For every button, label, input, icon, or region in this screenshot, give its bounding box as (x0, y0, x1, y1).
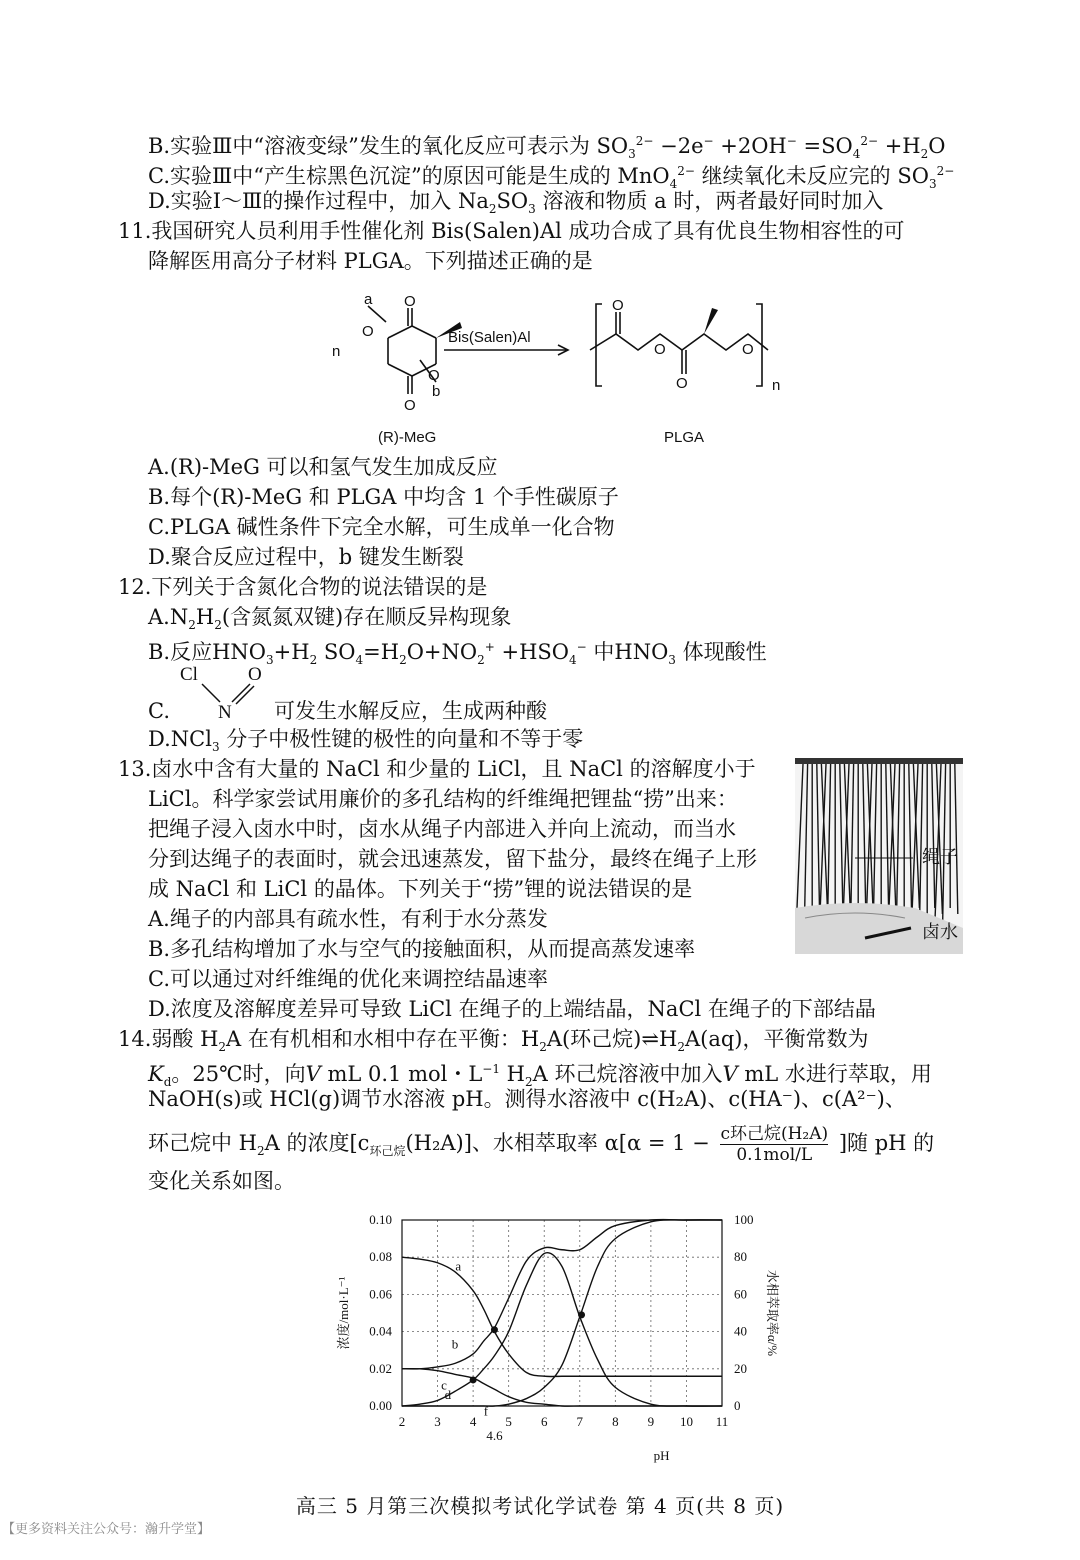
atom-o: O (404, 397, 416, 414)
y2-tick-label: 0 (734, 1398, 741, 1413)
q13-stem-4: 分到达绳子的表面时，就会迅速蒸发，留下盐分，最终在绳子上形 (148, 847, 757, 871)
atom-o: O (428, 367, 440, 384)
y-tick-label: 0.04 (369, 1323, 392, 1339)
q13-stem-1: 13.卤水中含有大量的 NaCl 和少量的 LiCl，且 NaCl 的溶解度小于 (118, 757, 756, 781)
x-tick-label: 7 (576, 1414, 584, 1429)
series-a (402, 1257, 722, 1376)
q13-stem-5: 成 NaCl 和 LiCl 的晶体。下列关于“捞”锂的说法错误的是 (148, 877, 693, 901)
plot-frame (402, 1220, 722, 1406)
x-tick-label-extra: 4.6 (486, 1428, 503, 1443)
q13-stem-3: 把绳子浸入卤水中时，卤水从绳子内部进入并向上流动，而当水 (148, 817, 736, 841)
atom-o: O (676, 375, 688, 392)
intersection-point (491, 1326, 498, 1333)
q13-option-b: B.多孔结构增加了水与空气的接触面积，从而提高蒸发速率 (148, 937, 696, 961)
y-tick-label: 0.00 (369, 1398, 392, 1413)
q10-option-d: D.实验Ⅰ～Ⅲ的操作过程中，加入 $Na_2SO_3$ 溶液和物质 a 时，两者最好同时加入 (148, 189, 884, 217)
atom-o: O (654, 341, 666, 358)
q14-stem-2: $K_d$。25℃时，向V mL 0.1 mol・$L^{-1}$ $H_2A$ 环己烷溶液中加入V mL 水进行萃取，用 (148, 1062, 932, 1090)
label-b: b (432, 383, 441, 400)
x-tick-label: 2 (398, 1414, 406, 1429)
intersection-point (470, 1376, 477, 1383)
y2-tick-label: 40 (734, 1323, 747, 1339)
svg-text:Cl: Cl (180, 664, 198, 685)
q11-option-c: C.PLGA 碱性条件下完全水解，可生成单一化合物 (148, 515, 615, 539)
label-n-right: n (772, 377, 780, 394)
atom-o: O (612, 297, 624, 314)
y-tick-label: 0.08 (369, 1249, 392, 1265)
x-tick-label: 9 (647, 1414, 655, 1429)
curve-label-d: d (444, 1386, 452, 1402)
q11-stem-2: 降解医用高分子材料 PLGA。下列描述正确的是 (148, 249, 593, 273)
q10-option-b: B.实验Ⅲ中“溶液变绿”发生的氧化反应可表示为 $SO_3^{2-} -2e^- +2OH^- =SO_4^{2-} +H_2O$ (148, 134, 946, 162)
x-tick-label: 5 (505, 1414, 512, 1429)
label-a: a (364, 291, 373, 308)
y-tick-label: 0.06 (369, 1286, 392, 1302)
watermark: 【更多资料关注公众号：瀚升学堂】 (2, 1522, 211, 1537)
x-tick-label: 8 (612, 1414, 619, 1429)
q11-option-d: D.聚合反应过程中，b 键发生断裂 (148, 545, 464, 569)
q13-option-d: D.浓度及溶解度差异可导致 LiCl 在绳子的上端结晶，NaCl 在绳子的下部结晶 (148, 997, 876, 1021)
x-tick-label: 10 (679, 1414, 693, 1429)
equilibrium-arrow-icon: ⇌ (641, 1027, 659, 1051)
wedge-bond-icon (704, 308, 718, 334)
curve-label-f: f (483, 1403, 489, 1419)
y2-tick-label: 100 (734, 1212, 754, 1227)
intersection-point (578, 1311, 585, 1318)
option-c-label: C. (148, 699, 170, 723)
series-d (402, 1253, 722, 1407)
reactant-label: (R)-MeG (378, 429, 437, 446)
atom-o: O (362, 323, 374, 340)
svg-text:O: O (248, 664, 262, 685)
q12-stem: 12.下列关于含氮化合物的说法错误的是 (118, 575, 488, 599)
nocl-structure (148, 662, 848, 728)
q11-stem-1: 11.我国研究人员利用手性催化剂 Bis(Salen)Al 成功合成了具有优良生物相容性的可 (118, 219, 905, 243)
option-c-text: 可发生水解反应，生成两种酸 (274, 699, 547, 723)
q14-stem-1: 14.弱酸 $H_2A$ 在有机相和水相中存在平衡：$H_2A$(环己烷)$\rightleftharpoons H_2A(aq)$，平衡常数为 (118, 1027, 869, 1055)
atom-o: O (742, 341, 754, 358)
y2-axis-label: 水相萃取率α/% (765, 1269, 780, 1357)
x-tick-label: 6 (540, 1414, 548, 1429)
svg-text:N: N (218, 702, 232, 723)
q12-option-b: B.反应$HNO_3+H_2$ $SO_4=H_2O+NO_2^+ +HSO_4^-$ 中$HNO_3$ 体现酸性 (148, 640, 767, 668)
reaction-scheme (320, 288, 780, 453)
y-tick-label: 0.02 (369, 1360, 392, 1376)
rope-label: 绳子 (922, 847, 958, 868)
label-n-left: n (332, 343, 341, 360)
x-tick-label: 4 (469, 1414, 477, 1429)
q14-stem-5: 变化关系如图。 (148, 1169, 295, 1193)
y2-tick-label: 60 (734, 1286, 747, 1302)
q14-stem-4: 环己烷中 $H_2A$ 的浓度$[c_{环己烷}(H_2A)]$、水相萃取率 α[α = 1 − c环己烷(H₂A) 0.1mol/L ]随 pH 的 (148, 1124, 935, 1165)
catalyst-label: Bis(Salen)Al (448, 329, 531, 346)
x-tick-label: 3 (434, 1414, 441, 1429)
atom-o: O (404, 293, 416, 310)
series-f (402, 1220, 722, 1406)
y-tick-label: 0.10 (369, 1212, 392, 1227)
q12-option-d: D.NCl$_3$ 分子中极性键的极性的向量和不等于零 (148, 727, 584, 755)
q11-option-a: A.(R)-MeG 可以和氢气发生加成反应 (148, 455, 498, 479)
page-footer: 高三 5 月第三次模拟考试化学试卷 第 4 页(共 8 页) (295, 1494, 785, 1518)
x-tick-label: 11 (715, 1414, 729, 1429)
y-axis-label: 浓度/mol·L⁻¹ (336, 1276, 351, 1350)
q10-option-c: C.实验Ⅲ中“产生棕黑色沉淀”的原因可能是生成的 MnO$_4^{2-}$ 继续氧化未反应完的 $SO_3^{2-}$ (148, 164, 955, 192)
q13-option-c: C.可以通过对纤维绳的优化来调控结晶速率 (148, 967, 548, 991)
x-axis-label: pH (653, 1448, 670, 1463)
product-label: PLGA (664, 429, 705, 446)
y2-tick-label: 80 (734, 1249, 747, 1265)
curve-label-a: a (455, 1258, 462, 1274)
q14-stem-3: NaOH(s)或 HCl(g)调节水溶液 pH。测得水溶液中 c(H₂A)、c(HA⁻)、c(A²⁻)、 (148, 1087, 906, 1111)
curve-label-c: c (441, 1377, 447, 1393)
curve-label-b: b (451, 1336, 459, 1352)
q13-option-a: A.绳子的内部具有疏水性，有利于水分蒸发 (148, 907, 548, 931)
concentration-chart (330, 1198, 800, 1470)
q13-stem-2: LiCl。科学家尝试用廉价的多孔结构的纤维绳把锂盐“捞”出来： (148, 787, 738, 811)
brine-label: 卤水 (922, 922, 958, 943)
y2-tick-label: 20 (734, 1360, 747, 1376)
q11-option-b: B.每个(R)-MeG 和 PLGA 中均含 1 个手性碳原子 (148, 485, 619, 509)
q12-option-a: $A.N_2H_2$(含氮氮双键)存在顺反异构现象 (148, 605, 512, 633)
